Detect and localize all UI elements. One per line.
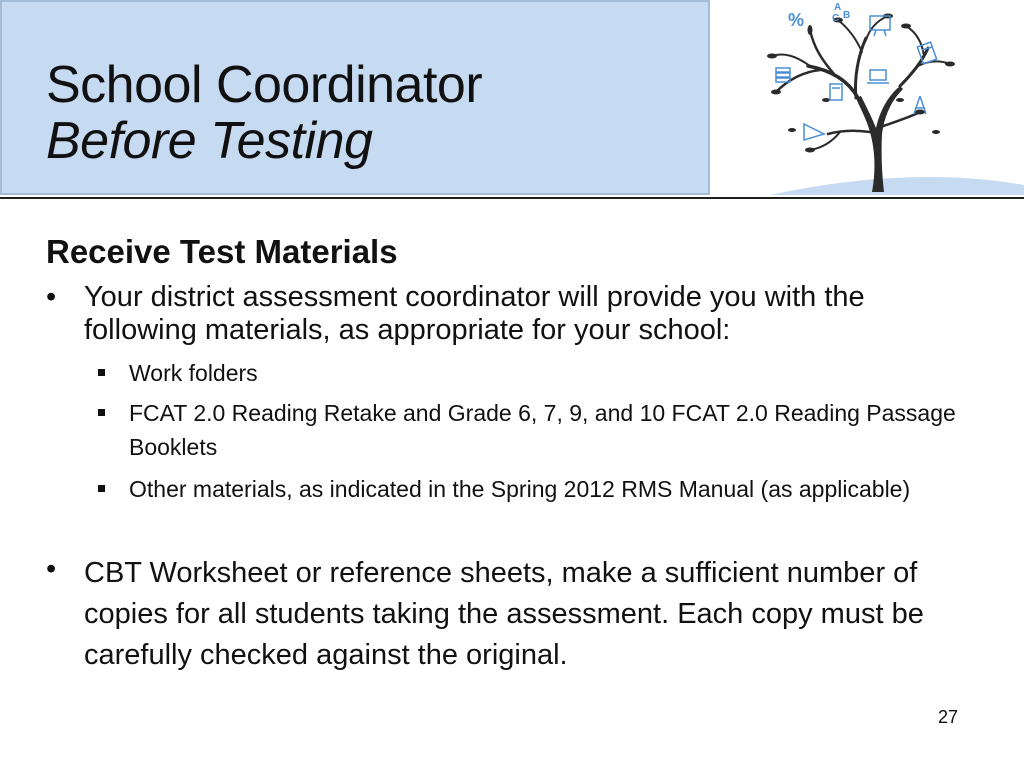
bullet-marker: • (46, 281, 57, 313)
title-panel (0, 0, 710, 195)
bullet-text: CBT Worksheet or reference sheets, make a sufficient number of copies for all students taking the assessment. Each copy must be carefully checked against the original. (84, 557, 924, 671)
bullet-marker: • (46, 553, 57, 585)
tree-branches (772, 16, 950, 150)
abc-blocks-icon-c: C (832, 13, 840, 24)
tree-illustration (710, 0, 1024, 195)
slide-title: School Coordinator (46, 56, 483, 114)
slide-subtitle: Before Testing (46, 112, 373, 170)
sub-bullet-text: Work folders (129, 360, 258, 386)
books-stack-icon (776, 68, 790, 82)
slide-header (0, 0, 1024, 199)
abc-blocks-icon-b: B (843, 10, 851, 21)
laptop-icon (867, 70, 889, 83)
abc-blocks-icon: A (834, 2, 842, 13)
triangle-ruler-icon (804, 124, 824, 140)
tree-illustration-svg (710, 0, 1024, 195)
slide-content (0, 197, 1024, 768)
percent-icon: % (788, 10, 805, 30)
sub-bullet-text: FCAT 2.0 Reading Retake and Grade 6, 7, 9, and 10 FCAT 2.0 Reading Passage Booklets (129, 400, 956, 460)
section-heading: Receive Test Materials (46, 233, 398, 270)
square-bullet-icon (98, 369, 105, 376)
page-number: 27 (938, 707, 959, 727)
sub-bullet-text: Other materials, as indicated in the Spring 2012 RMS Manual (as applicable) (129, 476, 911, 502)
square-bullet-icon (98, 485, 105, 492)
bullet-text: Your district assessment coordinator will provide you with the following materials, as appropriate for your school: (84, 281, 865, 346)
tree-trunk (856, 86, 903, 192)
square-bullet-icon (98, 409, 105, 416)
ground-arc (770, 177, 1024, 195)
calculator-icon (830, 84, 842, 100)
